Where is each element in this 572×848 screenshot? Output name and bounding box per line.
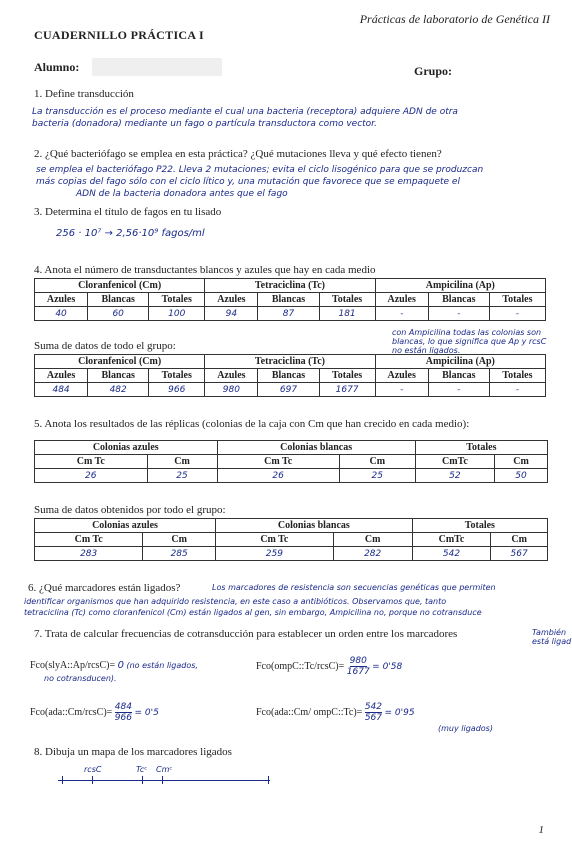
col-header: Blancas <box>88 369 149 383</box>
group-header: Colonias blancas <box>216 519 413 533</box>
col-header: Azules <box>205 293 258 307</box>
group-header: Ampicilina (Ap) <box>375 279 545 293</box>
question-7: 7. Trata de calcular frecuencias de cotransducción para establecer un orden entre los marcadores <box>34 628 458 640</box>
group-replicas-table <box>34 518 548 561</box>
col-header: Azules <box>35 293 88 307</box>
table-cell: 697 <box>258 383 319 397</box>
formula-3-result: = 0'5 <box>134 707 159 718</box>
table-cell: 966 <box>149 383 205 397</box>
formula-2-result: = 0'58 <box>372 661 403 672</box>
table-cell: 25 <box>147 469 217 483</box>
formula-1-note: (no están ligados, <box>126 661 198 670</box>
ampicillin-note: con Ampicilina todas las colonias son blancas, lo que significa que Ap y rcsC no están ligados. <box>392 328 547 355</box>
table-cell: 40 <box>35 307 88 321</box>
group-transductants-table <box>34 354 546 397</box>
formula-1-note2: no cotransducen). <box>44 674 117 683</box>
col-header: Blancas <box>258 369 319 383</box>
table-cell: 542 <box>412 547 491 561</box>
group-header: Tetraciclina (Tc) <box>205 355 375 369</box>
table-cell: 87 <box>258 307 319 321</box>
table-cell: - <box>428 307 489 321</box>
col-header: Azules <box>205 369 258 383</box>
col-header: Azules <box>375 369 428 383</box>
page-number: 1 <box>538 824 544 836</box>
map-tick <box>268 776 269 784</box>
table-cell: 25 <box>339 469 415 483</box>
col-header: Cm Tc <box>217 455 339 469</box>
table-cell: 100 <box>149 307 205 321</box>
table-cell: 482 <box>88 383 149 397</box>
formula-2 <box>256 656 402 677</box>
group-header: Colonias azules <box>35 519 216 533</box>
col-header: Cm Tc <box>35 533 143 547</box>
col-header: Totales <box>319 369 375 383</box>
col-header: Cm <box>491 533 548 547</box>
group-header: Totales <box>412 519 547 533</box>
side-note-7: También está ligad <box>532 628 572 646</box>
map-marker-tc: Tcᶜ <box>136 765 148 774</box>
col-header: Cm <box>143 533 216 547</box>
col-header: Blancas <box>88 293 149 307</box>
col-header: Cm <box>333 533 412 547</box>
table-cell: - <box>375 383 428 397</box>
table-cell: 567 <box>491 547 548 561</box>
table-cell: - <box>489 307 545 321</box>
question-6: 6. ¿Qué marcadores están ligados? <box>28 582 181 594</box>
formula-4-note: (muy ligados) <box>438 724 493 733</box>
grupo-label: Grupo: <box>414 64 453 78</box>
col-header: Cm Tc <box>35 455 148 469</box>
table-cell: 980 <box>205 383 258 397</box>
question-3: 3. Determina el título de fagos en tu lisado <box>34 206 222 218</box>
table-cell: 285 <box>143 547 216 561</box>
formula-4-result: = 0'95 <box>384 707 415 718</box>
transductants-table <box>34 278 546 321</box>
map-tick <box>62 776 63 784</box>
table-cell: 52 <box>415 469 494 483</box>
formula-3 <box>30 702 159 723</box>
question-8: 8. Dibuja un mapa de los marcadores ligados <box>34 746 232 758</box>
table-cell: - <box>375 307 428 321</box>
table-cell: 1677 <box>319 383 375 397</box>
col-header: Totales <box>149 293 205 307</box>
group-sum-label-4: Suma de datos de todo el grupo: <box>34 340 176 352</box>
answer-6-l1: Los marcadores de resistencia son secuencias genéticas que permiten <box>212 583 496 592</box>
table-cell: 94 <box>205 307 258 321</box>
group-header: Tetraciclina (Tc) <box>205 279 375 293</box>
col-header: Totales <box>149 369 205 383</box>
col-header: Cm <box>495 455 548 469</box>
question-2: 2. ¿Qué bacteriófago se emplea en esta práctica? ¿Qué mutaciones lleva y qué efecto tienen? <box>34 148 442 160</box>
table-cell: 282 <box>333 547 412 561</box>
question-4: 4. Anota el número de transductantes blancos y azules que hay en cada medio <box>34 264 376 276</box>
table-cell: - <box>489 383 545 397</box>
formula-1 <box>30 660 198 671</box>
linkage-map-line <box>58 780 270 781</box>
answer-1: La transducción es el proceso mediante el cual una bacteria (receptora) adquiere ADN de otra bacteria (donadora) mediante un fago o partícula transductora como vector. <box>32 107 458 129</box>
formula-1-value: 0 <box>117 660 124 671</box>
formula-3-fraction: $\frac{484}{966}$ <box>114 702 132 723</box>
map-tick <box>162 776 163 784</box>
formula-4-label: Fco(ada::Cm/ ompC::Tc)= <box>256 706 363 718</box>
table-cell: 50 <box>495 469 548 483</box>
formula-4-fraction: $\frac{542}{567}$ <box>364 702 383 723</box>
map-tick <box>92 776 93 784</box>
col-header: Totales <box>319 293 375 307</box>
table-cell: 60 <box>88 307 149 321</box>
col-header: Azules <box>35 369 88 383</box>
table-cell: 259 <box>216 547 334 561</box>
table-cell: 283 <box>35 547 143 561</box>
table-cell: - <box>428 383 489 397</box>
formula-4 <box>256 702 415 723</box>
col-header: Blancas <box>258 293 319 307</box>
col-header: Cm <box>147 455 217 469</box>
col-header: CmTc <box>412 533 491 547</box>
student-name-redacted <box>92 58 222 76</box>
col-header: CmTc <box>415 455 494 469</box>
formula-2-label: Fco(ompC::Tc/rcsC)= <box>256 660 345 672</box>
map-marker-cm: Cmᶜ <box>156 765 173 774</box>
formula-3-label: Fco(ada::Cm/rcsC)= <box>30 706 113 718</box>
map-tick <box>142 776 143 784</box>
course-title: Prácticas de laboratorio de Genética II <box>359 12 550 26</box>
question-1: 1. Define transducción <box>34 88 134 100</box>
replicas-table <box>34 440 548 483</box>
group-header: Colonias blancas <box>217 441 415 455</box>
table-cell: 26 <box>35 469 148 483</box>
formula-1-label: Fco(slyA::Ap/rcsC)= <box>30 660 116 671</box>
group-header: Colonias azules <box>35 441 218 455</box>
col-header: Totales <box>489 293 545 307</box>
group-sum-label-5: Suma de datos obtenidos por todo el grupo: <box>34 504 226 516</box>
group-header: Ampicilina (Ap) <box>375 355 545 369</box>
col-header: Cm <box>339 455 415 469</box>
group-header: Cloranfenicol (Cm) <box>35 355 205 369</box>
answer-3: 256 · 10⁷ → 2,56·10⁹ fagos/ml <box>56 228 205 239</box>
col-header: Cm Tc <box>216 533 334 547</box>
group-header: Cloranfenicol (Cm) <box>35 279 205 293</box>
formula-2-fraction: $\frac{980}{1677}$ <box>346 656 370 677</box>
table-cell: 181 <box>319 307 375 321</box>
col-header: Azules <box>375 293 428 307</box>
answer-2: se emplea el bacteriófago P22. Lleva 2 mutaciones; evita el ciclo lisogénico para que se produzcan más copias del fago sólo con el ciclo lítico y, una mutación que favorece que se empaquete el ADN de la bacteria donadora antes que el fago <box>36 165 484 199</box>
group-header: Totales <box>415 441 547 455</box>
question-5: 5. Anota los resultados de las réplicas (colonias de la caja con Cm que han crecido en cada medio): <box>34 418 470 430</box>
col-header: Totales <box>489 369 545 383</box>
map-marker-rcsc: rcsC <box>84 765 102 774</box>
answer-6: identificar organismos que han adquirido resistencia, en este caso a antibióticos. Observamos que, tanto tetraciclina (Tc) como cloranfenicol (Cm) están ligados al gen, sin embargo, Ampicilina no, porque no cotransduce <box>24 597 482 617</box>
col-header: Blancas <box>428 293 489 307</box>
table-cell: 26 <box>217 469 339 483</box>
booklet-title: CUADERNILLO PRÁCTICA I <box>34 28 204 42</box>
col-header: Blancas <box>428 369 489 383</box>
alumno-label: Alumno: <box>34 60 80 74</box>
table-cell: 484 <box>35 383 88 397</box>
